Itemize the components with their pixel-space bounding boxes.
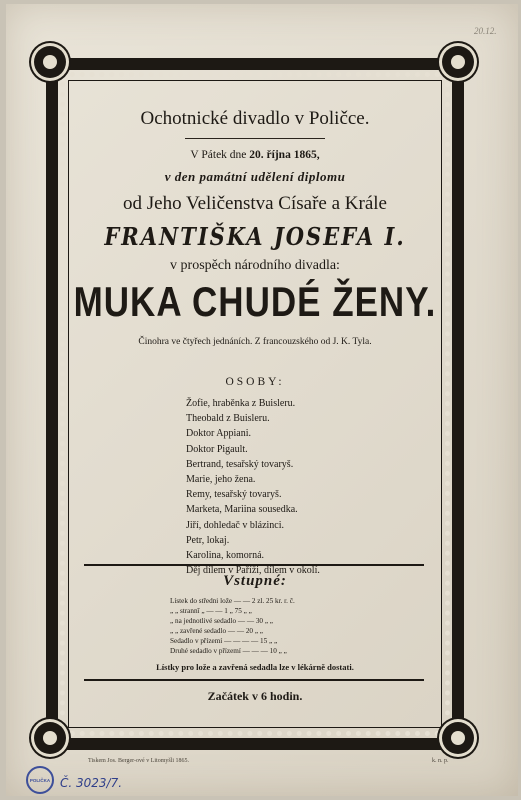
tickets-note: Lístky pro lože a zavřená sedadla lze v lékárně dostati.: [156, 662, 354, 672]
list-item: Karolina, komorná.: [186, 549, 265, 561]
corner-ornament-icon: [442, 722, 474, 754]
shelf-mark: Č. 3023/7.: [60, 776, 123, 790]
majesty-line: od Jeho Veličenstva Císaře a Krále: [123, 193, 387, 214]
theatre-name: Ochotnické divadlo v Poličce.: [140, 108, 370, 129]
list-item: Jiří, dohledač v blázinci.: [186, 519, 285, 531]
emperor-name: FRANTIŠKA JOSEFA I.: [104, 222, 406, 251]
list-item: Lístek do středni lože — — 2 zl. 25 kr. r. č.: [170, 597, 295, 605]
date-value: 20. října 1865,: [249, 149, 320, 161]
catalog-code: k. n. p.: [432, 758, 449, 764]
performance-date: [72, 149, 438, 161]
corner-ornament-icon: [442, 46, 474, 78]
list-item: Doktor Appiani.: [186, 428, 251, 440]
list-item: Doktor Pigault.: [186, 443, 248, 455]
pencil-mark: 20.12.: [474, 26, 497, 36]
list-item: Petr, lokaj.: [186, 534, 230, 546]
list-item: Děj dílem v Paříži, dílem v okolí.: [186, 565, 320, 577]
list-item: Marie, jeho žena.: [186, 473, 256, 485]
stamp-text: POLIČKA: [29, 777, 51, 783]
price-list: [170, 596, 380, 656]
list-item: Druhé sedadlo v přízemí — — — 10 „ „: [170, 647, 287, 655]
play-title: MUKA CHUDÉ ŽENY.: [73, 279, 437, 326]
list-item: „ na jednotlivé sedadlo — — 30 „ „: [170, 617, 273, 625]
benefit-line: v prospěch národního divadla:: [170, 258, 340, 273]
library-stamp-icon: [26, 766, 54, 794]
list-item: Remy, tesařský tovaryš.: [186, 489, 282, 501]
admission-heading: Vstupné:: [223, 573, 287, 589]
printer-credit: Tiskem Jos. Berger-ové v Litomyšli 1865.: [88, 758, 190, 764]
play-subtitle: Činohra ve čtyřech jednáních. Z francouzského od J. K. Tyla.: [138, 337, 372, 347]
cast-heading: OSOBY:: [225, 376, 285, 388]
list-item: Marketa, Mariina sousedka.: [186, 504, 298, 516]
list-item: Sedadlo v přízemí — — — — 15 „ „: [170, 637, 278, 645]
list-item: Žofie, hraběnka z Buisleru.: [186, 398, 296, 409]
date-prefix: V Pátek dne: [190, 149, 247, 161]
divider: [84, 564, 424, 566]
list-item: Theobald z Buisleru.: [186, 413, 270, 425]
divider: [185, 138, 325, 139]
list-item: „ „ strannī „ — — 1 „ 75 „ „: [170, 607, 252, 615]
list-item: „ „ zavřené sedadlo — — 20 „ „: [170, 627, 263, 635]
cast-list: [186, 396, 416, 578]
list-item: Bertrand, tesařský tovaryš.: [186, 458, 294, 470]
corner-ornament-icon: [34, 46, 66, 78]
poster-content: [72, 86, 438, 726]
occasion-line: v den památní udělení diplomu: [164, 169, 346, 184]
start-time: Začátek v 6 hodin.: [207, 689, 303, 703]
divider: [84, 679, 424, 681]
corner-ornament-icon: [34, 722, 66, 754]
